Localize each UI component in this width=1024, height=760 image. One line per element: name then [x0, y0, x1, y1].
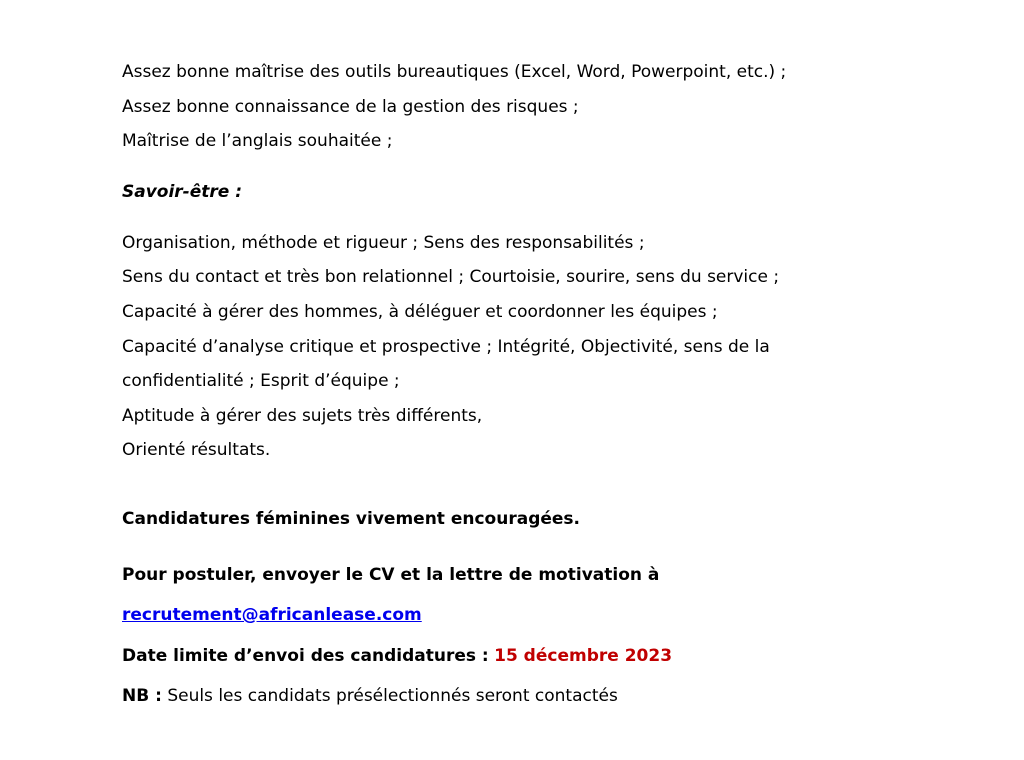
skill-office-tools: Assez bonne maîtrise des outils bureautiques (Excel, Word, Powerpoint, etc.) ;	[122, 62, 787, 82]
email-line	[122, 604, 422, 626]
soft-skill-line: Aptitude à gérer des sujets très différents,	[122, 406, 483, 426]
email-link[interactable]: recrutement@africanlease.com	[122, 605, 422, 625]
skill-risk-management: Assez bonne connaissance de la gestion des risques ;	[122, 97, 579, 117]
skill-english: Maîtrise de l’anglais souhaitée ;	[122, 131, 393, 151]
soft-skill-line: Capacité à gérer des hommes, à déléguer et coordonner les équipes ;	[122, 302, 718, 322]
nb-text: Seuls les candidats présélectionnés seront contactés	[167, 686, 618, 706]
soft-skill-line: Capacité d’analyse critique et prospective ; Intégrité, Objectivité, sens de la	[122, 337, 770, 357]
soft-skill-line: Orienté résultats.	[122, 440, 271, 460]
nb-label: NB :	[122, 686, 162, 706]
savoir-etre-heading: Savoir-être :	[122, 182, 243, 202]
deadline-label: Date limite d’envoi des candidatures :	[122, 646, 489, 666]
soft-skill-line: confidentialité ; Esprit d’équipe ;	[122, 371, 400, 391]
soft-skill-line: Sens du contact et très bon relationnel ; Courtoisie, sourire, sens du service ;	[122, 267, 780, 287]
nb-line	[122, 685, 618, 707]
deadline-date: 15 décembre 2023	[494, 646, 673, 666]
deadline-line	[122, 645, 672, 667]
apply-instructions: Pour postuler, envoyer le CV et la lettre de motivation à	[122, 565, 660, 585]
soft-skill-line: Organisation, méthode et rigueur ; Sens des responsabilités ;	[122, 233, 645, 253]
female-applications-notice: Candidatures féminines vivement encouragées.	[122, 509, 580, 529]
